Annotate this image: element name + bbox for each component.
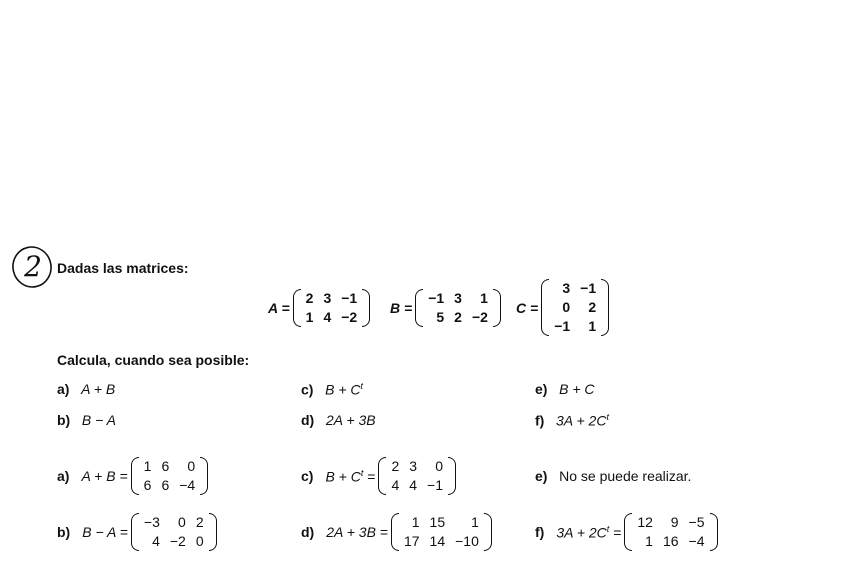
matrix-cell: −1 — [428, 290, 445, 306]
matrix-cell: 2 — [305, 290, 314, 306]
matrix-cell: −4 — [179, 477, 196, 493]
matrix-cell: 1 — [143, 458, 152, 474]
matrix-c — [516, 279, 609, 336]
matrix-cell: 0 — [195, 533, 204, 549]
intro-text: Dadas las matrices: — [57, 260, 189, 276]
matrix-cell: −1 — [580, 280, 597, 296]
matrix-cell: −10 — [455, 533, 479, 549]
matrix-brackets — [624, 513, 717, 551]
matrix-b — [390, 289, 501, 327]
matrix-cell: 2 — [195, 514, 204, 530]
question-c: c) $B + C^t$ — [301, 381, 364, 398]
matrix-cell: 3 — [454, 290, 462, 306]
answer-c — [301, 457, 456, 495]
matrix-label: A + B = — [81, 468, 128, 484]
matrix-cell: 1 — [305, 309, 314, 325]
question-f: f) $3A + 2C^t$ — [535, 412, 609, 429]
matrix-cell: 4 — [391, 477, 400, 493]
matrix-cell: 3 — [323, 290, 332, 306]
matrix-cell: 6 — [143, 477, 152, 493]
item-letter: b) — [57, 524, 71, 540]
matrix-cell: −2 — [471, 309, 488, 325]
matrix-label: 2A + 3B = — [326, 524, 388, 540]
matrix-cell: 2 — [454, 309, 462, 325]
matrix-cell: 0 — [187, 458, 196, 474]
matrix-cell: 14 — [429, 533, 446, 549]
matrix-cell: 6 — [161, 458, 170, 474]
matrix-label: $3A + 2C^t$ = — [556, 523, 622, 541]
matrix-cell: −1 — [427, 477, 444, 493]
matrix-cell: −4 — [688, 533, 705, 549]
matrix-label: B = — [390, 300, 413, 316]
item-letter: f) — [535, 524, 545, 540]
circled-number-2 — [10, 240, 54, 290]
matrix-cell: 0 — [562, 299, 571, 315]
question-b: b) B − A — [57, 412, 117, 428]
matrix-label: B − A = — [82, 524, 128, 540]
answer-e: e) No se puede realizar. — [535, 468, 692, 484]
question-d: d) 2A + 3B — [301, 412, 376, 428]
matrix-cell: −3 — [143, 514, 160, 530]
matrix-cell: −2 — [341, 309, 358, 325]
matrix-brackets — [131, 457, 209, 495]
matrix-label: C = — [516, 299, 539, 316]
matrix-cell: 16 — [662, 533, 679, 549]
matrix-cell: 1 — [471, 514, 479, 530]
matrix-cell: −1 — [341, 290, 358, 306]
matrix-label: $B + C^t$ = — [325, 467, 376, 485]
matrix-cell: 17 — [403, 533, 420, 549]
item-letter: d) — [301, 524, 315, 540]
matrix-cell: 9 — [670, 514, 679, 530]
matrix-cell: 4 — [323, 309, 332, 325]
question-a: a) A + B — [57, 381, 116, 397]
matrix-brackets — [391, 513, 492, 551]
matrix-cell: 1 — [645, 533, 653, 549]
matrix-cell: −2 — [169, 533, 186, 549]
item-letter: a) — [57, 468, 70, 484]
answer-a — [57, 457, 208, 495]
matrix-brackets — [415, 289, 501, 327]
answer-b — [57, 513, 217, 551]
matrix-brackets — [293, 289, 371, 327]
matrix-cell: 3 — [562, 280, 571, 296]
matrix-cell: 1 — [480, 290, 488, 306]
matrix-cell: 0 — [435, 458, 444, 474]
matrix-cell: 5 — [436, 309, 445, 325]
matrix-cell: 15 — [429, 514, 446, 530]
matrix-cell: 4 — [152, 533, 160, 549]
matrix-cell: 1 — [588, 318, 597, 334]
matrix-cell: −1 — [554, 318, 571, 334]
question-e: e) B + C — [535, 381, 595, 397]
matrix-cell: 4 — [409, 477, 418, 493]
matrix-brackets — [541, 279, 609, 336]
matrix-cell: 6 — [161, 477, 170, 493]
matrix-cell: 2 — [391, 458, 400, 474]
matrix-cell: 12 — [637, 514, 653, 530]
svg-text:2: 2 — [24, 250, 42, 283]
answer-d — [301, 513, 492, 551]
matrix-cell: 1 — [411, 514, 420, 530]
matrix-cell: −5 — [688, 514, 705, 530]
matrix-brackets — [131, 513, 217, 551]
matrix-cell: 3 — [409, 458, 418, 474]
matrix-label: A = — [268, 300, 290, 316]
matrix-brackets — [378, 457, 456, 495]
matrix-a — [268, 289, 370, 327]
matrix-cell: 0 — [178, 514, 186, 530]
answer-f — [535, 513, 718, 551]
matrix-cell: 2 — [588, 299, 597, 315]
item-letter: c) — [301, 468, 314, 484]
task-text: Calcula, cuando sea posible: — [57, 352, 250, 368]
